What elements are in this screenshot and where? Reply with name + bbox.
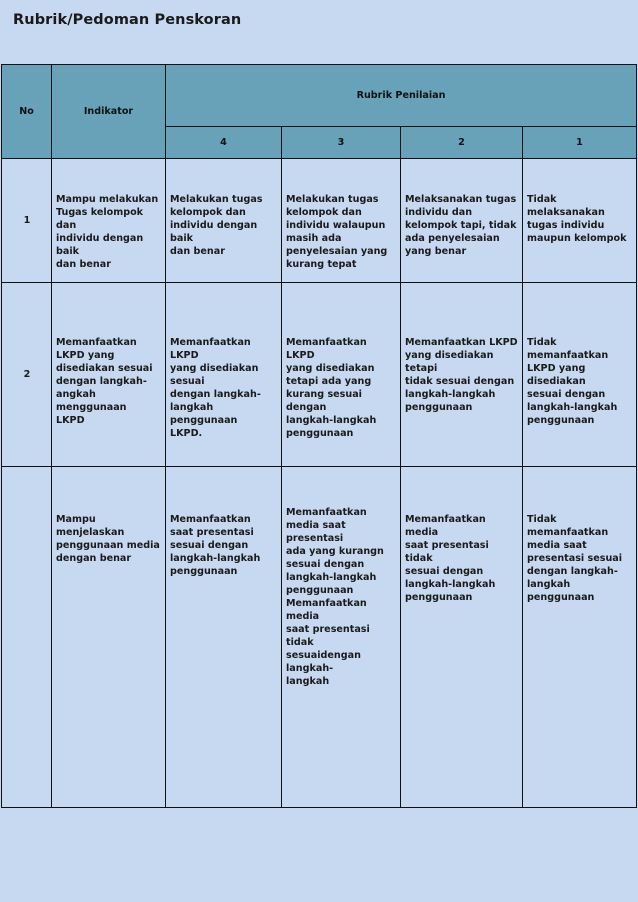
rubric-table [1, 64, 637, 808]
row-number: 2 [2, 283, 52, 467]
score-4-cell: Memanfaatkan LKPD yang disediakan sesuai dengan langkah- langkah penggunaan LKPD. [166, 283, 282, 467]
table-row [2, 467, 637, 808]
score-3-cell: Melakukan tugas kelompok dan individu walaupun masih ada penyelesaian yang kurang tepat [282, 159, 401, 283]
indicator-cell: Mampu menjelaskan penggunaan media dengan benar [52, 467, 166, 808]
indicator-cell: Mampu melakukan Tugas kelompok dan individu dengan baik dan benar [52, 159, 166, 283]
header-indicator: Indikator [52, 65, 166, 159]
score-1-cell: Tidak memanfaatkan LKPD yang disediakan sesuai dengan langkah-langkah penggunaan [523, 283, 637, 467]
header-no: No [2, 65, 52, 159]
table-row [2, 283, 637, 467]
score-2-cell: Memanfaatkan media saat presentasi tidak sesuai dengan langkah-langkah penggunaan [401, 467, 523, 808]
score-3-cell: Memanfaatkan LKPD yang disediakan tetapi ada yang kurang sesuai dengan langkah-langkah penggunaan [282, 283, 401, 467]
score-4-cell: Memanfaatkan saat presentasi sesuai dengan langkah-langkah penggunaan [166, 467, 282, 808]
row-number [2, 467, 52, 808]
score-2-cell: Memanfaatkan LKPD yang disediakan tetapi tidak sesuai dengan langkah-langkah penggunaan [401, 283, 523, 467]
score-1-cell: Tidak memanfaatkan media saat presentasi sesuai dengan langkah- langkah penggunaan [523, 467, 637, 808]
score-2-cell: Melaksanakan tugas individu dan kelompok tapi, tidak ada penyelesaian yang benar [401, 159, 523, 283]
score-4-cell: Melakukan tugas kelompok dan individu dengan baik dan benar [166, 159, 282, 283]
row-number: 1 [2, 159, 52, 283]
header-score-1: 1 [523, 127, 637, 159]
page-title: Rubrik/Pedoman Penskoran [13, 12, 242, 28]
header-row-top [2, 65, 637, 127]
header-score-4: 4 [166, 127, 282, 159]
header-score-2: 2 [401, 127, 523, 159]
indicator-cell: Memanfaatkan LKPD yang disediakan sesuai dengan langkah- angkah menggunaan LKPD [52, 283, 166, 467]
table-row [2, 159, 637, 283]
header-score-3: 3 [282, 127, 401, 159]
header-rubric: Rubrik Penilaian [166, 65, 637, 127]
score-1-cell: Tidak melaksanakan tugas individu maupun kelompok [523, 159, 637, 283]
score-3-cell: Memanfaatkan media saat presentasi ada yang kurangn sesuai dengan langkah-langkah penggunaan Memanfaatkan media saat presentasi tidak sesuaidengan langkah- langkah [282, 467, 401, 808]
